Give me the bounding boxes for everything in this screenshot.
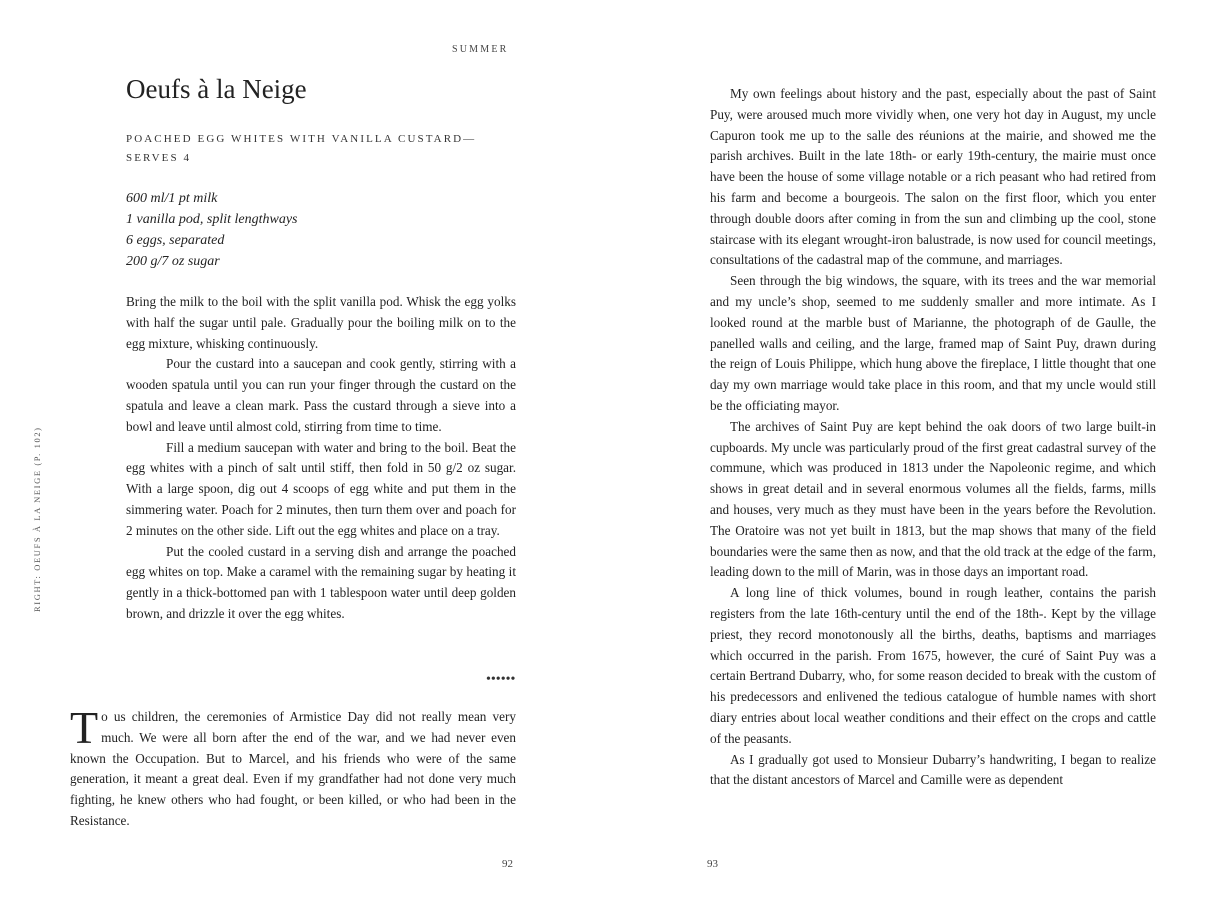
- drop-cap: T: [70, 702, 99, 753]
- essay-paragraph: The archives of Saint Puy are kept behind the oak doors of two large built-in cupboards. My uncle was particularly proud of the first great cadastral survey of the commune, which was produced in 1813 under the Napoleonic regime, and which shows in great detail and in several enormous volumes all the fields, farms, mills and houses, very much as they must have been in the years before the Revolution. The Oratoire was not yet built in 1813, but the map shows that many of the field boundaries were the same then as now, and that the old track at the edge of the farm, leading down to the mill of Marin, was in those days an important road.: [710, 418, 1156, 580]
- method-paragraph: Put the cooled custard in a serving dish and arrange the poached egg whites on top. Make a caramel with the remaining sugar by heating it gently in a thick-bottomed pan with 1 tablespoon water until deep golden brown, and drizzle it over the egg whites.: [126, 543, 516, 621]
- essay-paragraph: Seen through the big windows, the square, with its trees and the war memorial and my uncle’s shop, seemed to me suddenly smaller and more intimate. As I looked round at the marble bust of Marianne, the photograph of de Gaulle, the panelled walls and ceiling, and the large, framed map of Saint Puy, drawn during the reign of Louis Philippe, which hung above the fireplace, I little thought that one day my own marriage would take place in this room, and that my uncle would still be the officiating mayor.: [710, 273, 1156, 413]
- essay-paragraph: A long line of thick volumes, bound in rough leather, contains the parish registers from the late 16th-century until the end of the 18th-. Kept by the village priest, they record monotonously all the births, deaths, baptisms and marriages which occurred in the parish. From 1675, however, the curé of Saint Puy was a certain Bertrand Dubarry, who, for some reason decided to break with the custom of his predecessors and enlivened the tedious catalogue of humble names with short diary entries about local weather conditions and their effect on the crops and cattle of the peasants.: [710, 585, 1156, 746]
- ingredient-item: 200 g/7 oz sugar: [126, 254, 220, 269]
- ingredient-item: 600 ml/1 pt milk: [126, 191, 218, 206]
- ingredient-item: 6 eggs, separated: [126, 233, 225, 248]
- page-number: 93: [707, 858, 718, 870]
- page-number: 92: [502, 858, 513, 870]
- side-caption: RIGHT: OEUFS À LA NEIGE (P. 102): [32, 426, 42, 612]
- essay-paragraph: My own feelings about history and the past, especially about the past of Saint Puy, were aroused much more vividly when, one very hot day in August, my uncle Capuron took me up to the salle des réunions at the mairie, and showed me the parish archives. Built in the late 18th- or early 19th-century, the mairie must once have been the house of some village notable or a rich peasant who had retired from his farm and become a bourgeois. The salon on the first floor, which you enter through double doors after coming in from the sun and climbing up the cool, stone staircase with its elegant wrought-iron balustrade, is now used for council meetings, consultations of the cadastral map of the commune, and marriages.: [710, 86, 1156, 268]
- recipe-title: Oeufs à la Neige: [126, 74, 307, 104]
- section-divider: ••••••: [486, 672, 516, 687]
- essay-continuation: [710, 84, 1156, 791]
- essay-text: o us children, the ceremonies of Armistice Day did not really mean very much. We were all born after the end of the war, and we had never even known the Occupation. But to Marcel, and his friends who were of the same generation, it meant a great deal. Even if my grandfather had not done very much fighting, he knew others who had fought, or been killed, or who had been in the Resistance.: [70, 709, 516, 828]
- ingredient-item: 1 vanilla pod, split lengthways: [126, 212, 298, 227]
- recipe-subtitle: POACHED EGG WHITES WITH VANILLA CUSTARD—SERVES 4: [126, 133, 477, 164]
- ingredient-list: [126, 188, 298, 272]
- method-paragraph: Bring the milk to the boil with the split vanilla pod. Whisk the egg yolks with half the sugar until pale. Gradually pour the boiling milk on to the egg mixture, whisking continuously.: [126, 294, 516, 351]
- running-head: SUMMER: [452, 44, 509, 55]
- right-page: [612, 0, 1224, 918]
- method-paragraph: Pour the custard into a saucepan and cook gently, stirring with a wooden spatula until you can run your finger through the custard on the spatula and leave a clean mark. Pass the custard through a sieve into a bowl and leave until almost cold, stirring from time to time.: [126, 356, 516, 434]
- recipe-method: [126, 292, 516, 625]
- method-paragraph: Fill a medium saucepan with water and bring to the boil. Beat the egg whites with a pinch of salt until stiff, then fold in 50 g/2 oz sugar. With a large spoon, dig out 4 scoops of egg white and put them in the simmering water. Poach for 2 minutes, then turn them over and poach for 2 minutes on the other side. Lift out the egg whites and place on a tray.: [126, 439, 516, 538]
- essay-opening: [70, 702, 516, 832]
- essay-paragraph: As I gradually got used to Monsieur Dubarry’s handwriting, I began to realize that the distant ancestors of Marcel and Camille were as dependent: [710, 751, 1156, 788]
